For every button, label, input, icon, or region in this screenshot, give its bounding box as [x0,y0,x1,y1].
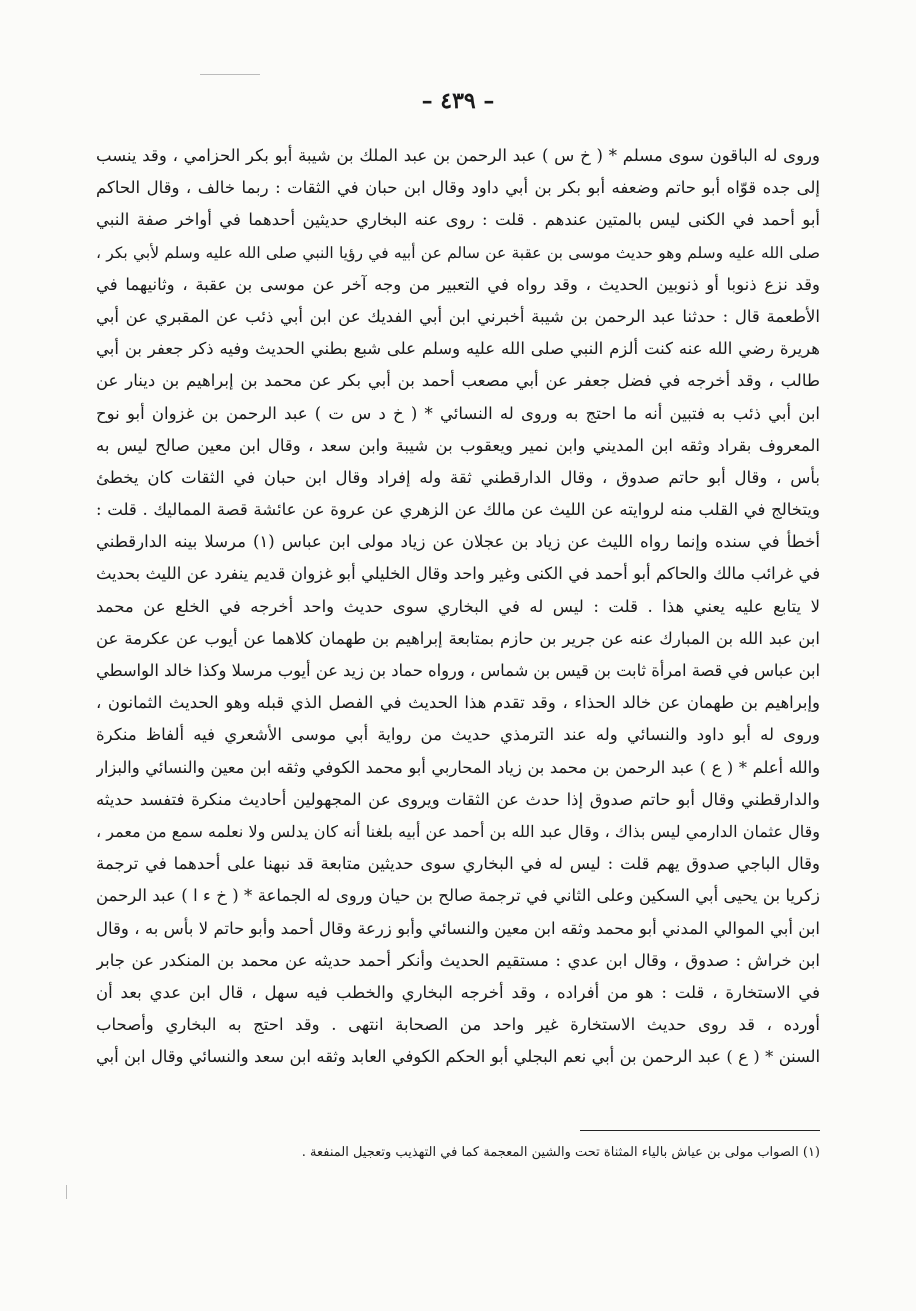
scan-mark [200,74,260,75]
text-line: ابن أبي ذئب به فتبين أنه ما احتج به وروى له النسائي * ( خ د س ت ) عبد الرحمن بن غزوان أبو نوح [96,403,820,423]
text-line: إلى جده قوّاه أبو حاتم وضعفه أبو بكر بن أبي داود وقال ابن حبان في الثقات : ربما خالف ، وقال الحاكم [96,178,820,198]
text-line: أورده ، قد روى حديث الاستخارة غير واحد من الصحابة انتهى . وقد احتج به البخاري وأصحاب [96,1015,820,1035]
text-line: والله أعلم * ( ع ) عبد الرحمن بن محمد بن زياد المحاربي أبو محمد الكوفي وثقه ابن معين والنسائي والبزار [96,757,820,777]
text-line: الأطعمة قال : حدثنا عبد الرحمن بن شيبة أخبرني ابن أبي الفديك عن ابن أبي ذئب عن المقبري عن أبي [96,306,820,326]
footnote: (١) الصواب مولى بن عياش بالياء المثناة تحت والشين المعجمة كما في التهذيب وتعجيل المنفعة . [301,1145,820,1160]
text-line: أبو أحمد في الكنى ليس بالمتين عندهم . قلت : روى عنه البخاري حديثين أحدهما في أواخر صفة النبي [96,210,820,230]
text-line: زكريا بن يحيى أبي السكين وعلى الثاني في ترجمة صالح بن حيان وروى له الجماعة * ( خ ء ا ) عبد الرحمن [96,886,820,906]
text-line: ابن عباس في قصة امرأة ثابت بن قيس بن شماس ، ورواه حماد بن زيد عن أيوب مرسلا وكذا خالد الواسطي [96,661,820,680]
text-line: لا يتابع عليه يعني هذا . قلت : ليس له في البخاري سوى حديث واحد أخرجه في الخلع عن محمد [96,596,820,616]
text-line: وقد نزع ذنوبا أو ذنوبين الحديث ، وقد رواه في التعبير من وجه آخر عن موسى بن عقبة ، وثانيهما في [96,274,820,294]
page-number: – ٤٣٩ – [421,88,495,114]
scan-mark [66,1185,67,1199]
text-line: بأس ، وقال أبو حاتم صدوق ، وقال الدارقطني ثقة وله إفراد وقال ابن حبان في الثقات كان يخطئ [96,467,820,487]
text-line: وقال الباجي صدوق يهم قلت : ليس له في البخاري سوى حديثين متابعة قد نبهنا على أحدهما في ترجمة [96,854,820,874]
text-line: في غرائب مالك والحاكم أبو أحمد في الكنى وغير واحد وقال الخليلي أبو غزوان قديم ينفرد عن الليث بحديث [96,564,820,584]
text-line: ابن عبد الله بن المبارك عنه عن جرير بن حازم بمتابعة إبراهيم بن طهمان كلاهما عن أيوب عن عكرمة عن [96,628,820,648]
text-line: وروى له الباقون سوى مسلم * ( خ س ) عبد الرحمن بن عبد الملك بن شيبة أبو بكر الحزامي ، وقد ينسب [96,146,820,165]
text-line: وقال عثمان الدارمي ليس بذاك ، وقال عبد الله بن أحمد عن أبيه بلغنا أنه كان يدلس ولا نعلمه سمع من معمر ، [96,821,820,841]
text-line: أخطأ في سنده وإنما رواه الليث عن زياد بن عجلان عن زياد مولى ابن عباس (١) مرسلا بينه الدارقطني [96,532,820,552]
text-line: والدارقطني وقال أبو حاتم صدوق إذا حدث عن الثقات ويروى عن المجهولين أحاديث منكرة فتفسد حديثه [96,789,820,809]
text-line: السنن * ( ع ) عبد الرحمن بن أبي نعم البجلي أبو الحكم الكوفي العابد وثقه ابن سعد والنسائي وقال ابن أبي [96,1047,820,1067]
text-line: ابن خراش : صدوق ، وقال ابن عدي : مستقيم الحديث وأنكر أحمد حديثه عن محمد بن المنكدر عن جابر [96,950,820,970]
text-line: وإبراهيم بن طهمان عن خالد الحذاء ، وقد تقدم هذا الحديث في الفصل الذي قبله وهو الحديث الثمانون ، [96,693,820,713]
text-line: طالب ، وقد أخرجه في فضل جعفر عن أبي مصعب أحمد بن أبي بكر عن محمد بن إبراهيم بن دينار عن [96,371,820,391]
text-line: ابن أبي الموالي المدني أبو محمد وثقه ابن معين والنسائي وأبو زرعة وقال أحمد وأبو حاتم لا بأس به ، وقال [96,918,820,938]
footnote-rule [580,1130,820,1131]
text-line: صلى الله عليه وسلم وهو حديث موسى بن عقبة عن سالم عن أبيه في رؤيا النبي صلى الله عليه وسلم لأبي بكر ، [96,243,820,262]
text-line: وروى له أبو داود والنسائي وله عند الترمذي حديث من رواية أبي موسى الأشعري فيه ألفاظ منكرة [96,725,820,745]
text-line: في الاستخارة ، قلت : هو من أفراده ، وقد أخرجه البخاري والخطب فيه سهل ، قال ابن عدي بعد أن [96,982,820,1002]
text-line: المعروف بقراد وثقه ابن المديني وابن نمير ويعقوب بن شيبة وابن سعد ، وقال ابن معين صالح ليس به [96,435,820,455]
text-line: هريرة رضي الله عنه كنت ألزم النبي صلى الله عليه وسلم على شبع بطني الحديث وفيه ذكر جعفر بن أبي [96,339,820,359]
body-text [96,140,820,1073]
text-line: ويتخالج في القلب منه لروايته عن الليث عن مالك عن الزهري عن عروة عن عائشة قصة المماليك . قلت : [96,500,820,520]
